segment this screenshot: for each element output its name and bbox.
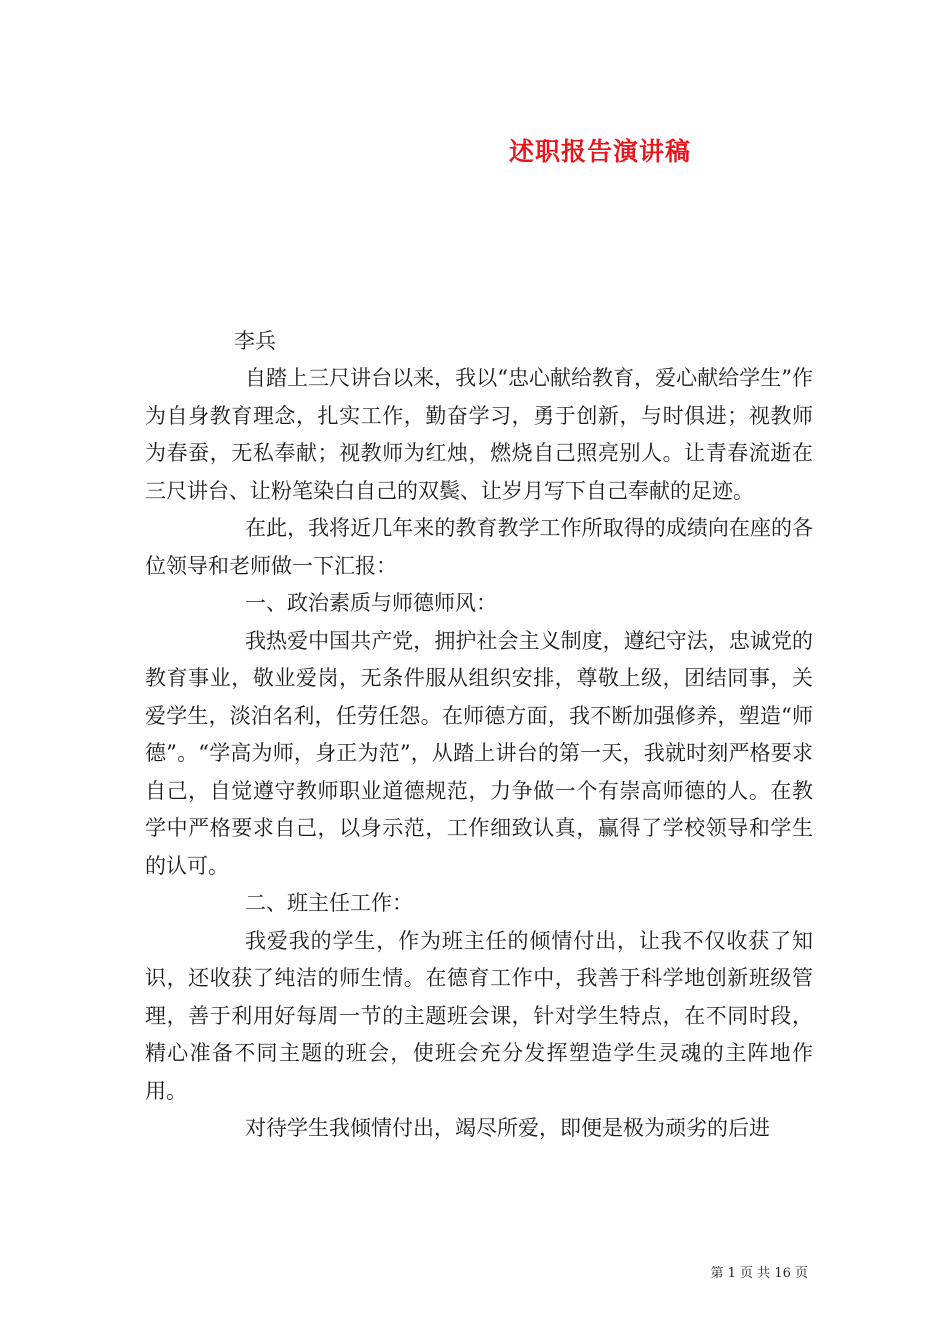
section-heading: 一、政治素质与师德师风： <box>245 591 497 615</box>
paragraph: 我爱我的学生，作为班主任的倾情付出，让我不仅收获了知识，还收获了纯洁的师生情。在德育工作中，我善于科学地创新班级管理，善于利用好每周一节的主题班会课，针对学生特点，在不同时段，精心准备不同主题的班会，使班会充分发挥塑造学生灵魂的主阵地作用。 <box>145 928 813 1103</box>
author-name: 李兵 <box>234 329 276 353</box>
section-heading: 二、班主任工作： <box>245 891 413 915</box>
paragraph: 对待学生我倾情付出，竭尽所爱，即便是极为顽劣的后进 <box>245 1116 770 1140</box>
document-title: 述职报告演讲稿 <box>508 137 691 166</box>
paragraph: 我热爱中国共产党，拥护社会主义制度，遵纪守法，忠诚党的教育事业，敬业爱岗，无条件服从组织安排，尊敬上级，团结同事，关爱学生，淡泊名利，任劳任怨。在师德方面，我不断加强修养，塑造“师德”。“学高为师，身正为范”，从踏上讲台的第一天，我就时刻严格要求自己，自觉遵守教师职业道德规范，力争做一个有崇高师德的人。在教学中严格要求自己，以身示范，工作细致认真，赢得了学校领导和学生的认可。 <box>145 628 813 878</box>
paragraph: 在此，我将近几年来的教育教学工作所取得的成绩向在座的各位领导和老师做一下汇报： <box>145 516 813 578</box>
document-body <box>145 360 813 1148</box>
paragraph: 自踏上三尺讲台以来，我以“忠心献给教育，爱心献给学生”作为自身教育理念，扎实工作，勤奋学习，勇于创新，与时俱进；视教师为春蚕，无私奉献；视教师为红烛，燃烧自己照亮别人。让青春流逝在三尺讲台、让粉笔染白自己的双鬓、让岁月写下自己奉献的足迹。 <box>145 366 813 503</box>
page-footer: 第 1 页 共 16 页 <box>710 1266 808 1281</box>
